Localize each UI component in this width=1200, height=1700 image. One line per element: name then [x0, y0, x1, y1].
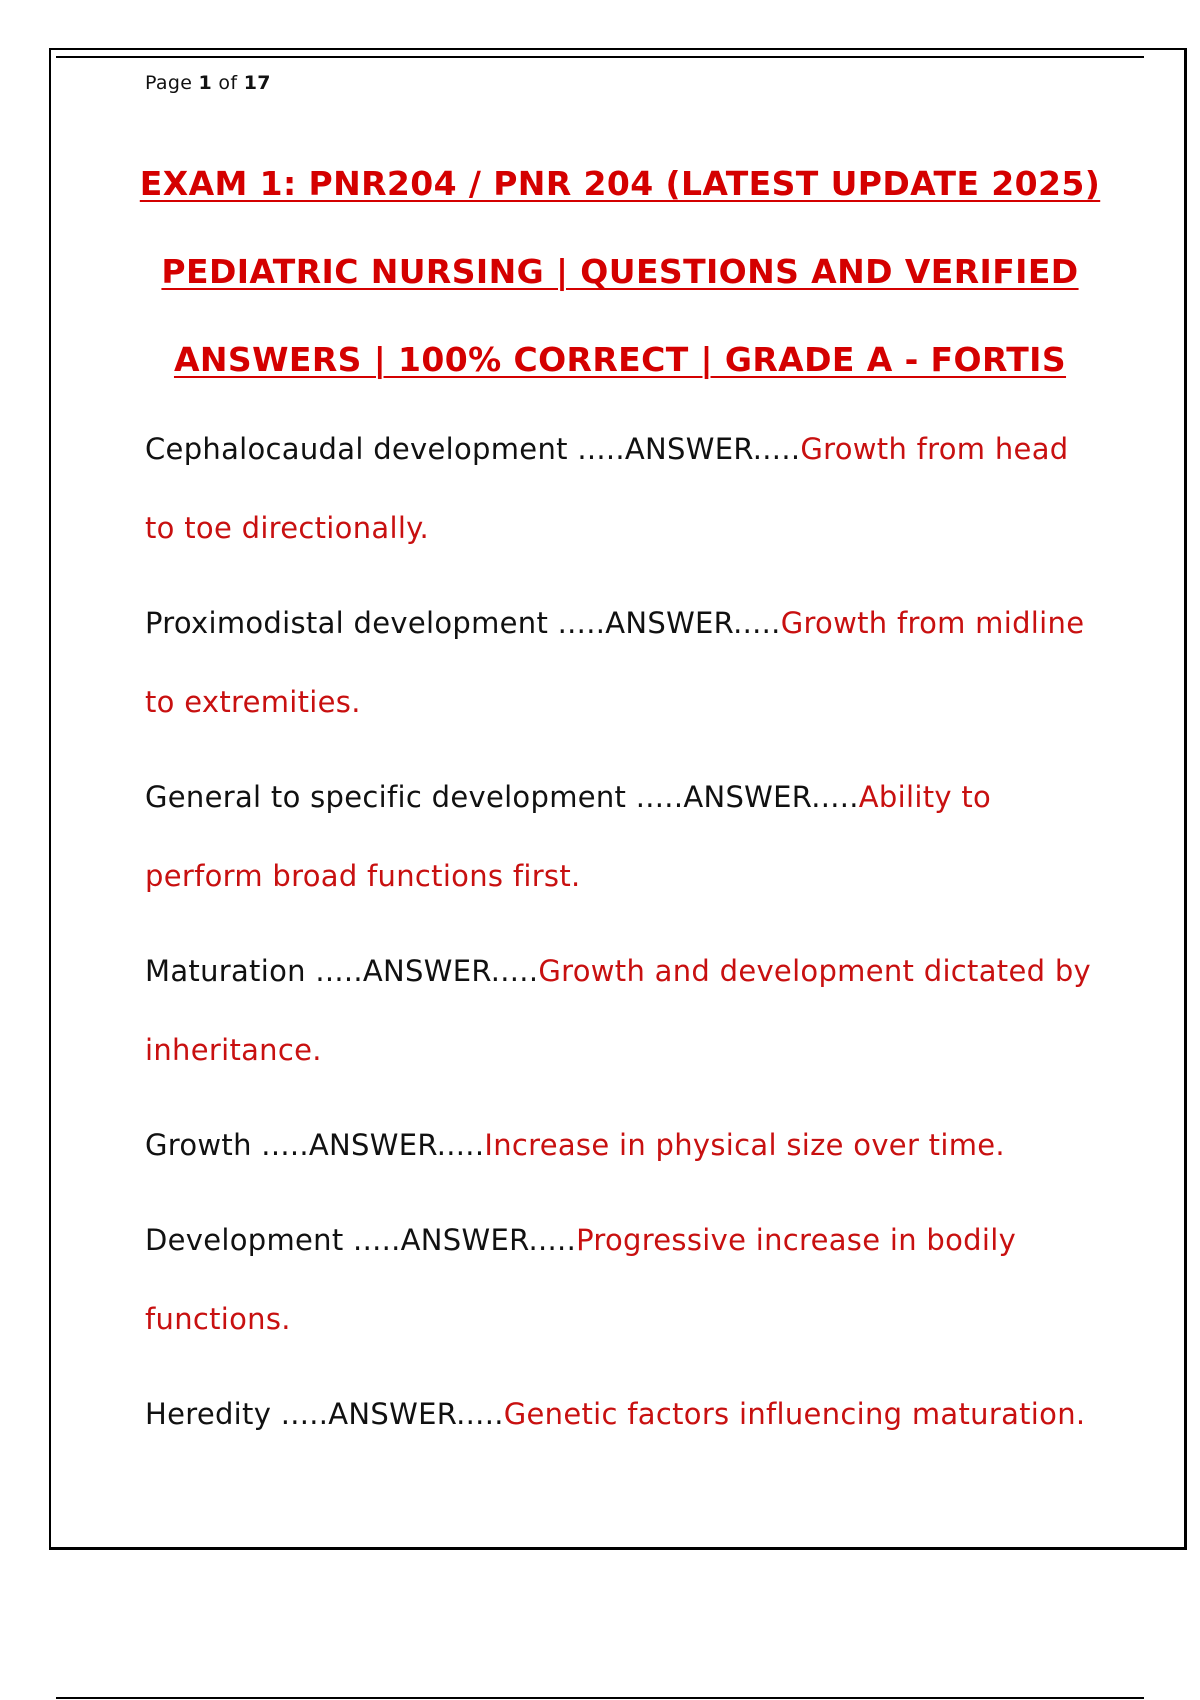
page-of-label: of — [218, 72, 238, 94]
qa-term: Growth — [145, 1128, 262, 1162]
qa-item — [145, 1201, 1105, 1359]
qa-answer: Genetic factors influencing maturation. — [503, 1397, 1086, 1431]
qa-term: Maturation — [145, 954, 316, 988]
page-total: 17 — [243, 72, 271, 94]
header-rule — [56, 56, 1144, 58]
page-number — [145, 72, 271, 94]
qa-answer: Growth from midline to extremities. — [145, 606, 1085, 719]
answer-separator: .....ANSWER..... — [280, 1397, 504, 1431]
qa-list — [145, 410, 1105, 1470]
answer-separator: .....ANSWER..... — [635, 780, 859, 814]
qa-term: General to specific development — [145, 780, 636, 814]
footer-rule — [56, 1697, 1144, 1699]
qa-answer: Growth from head to toe directionally. — [145, 432, 1069, 545]
answer-separator: .....ANSWER..... — [315, 954, 539, 988]
qa-term: Development — [145, 1223, 354, 1257]
page-label: Page — [145, 72, 193, 94]
answer-separator: .....ANSWER..... — [353, 1223, 577, 1257]
page-current: 1 — [198, 72, 213, 94]
document-title — [120, 140, 1120, 404]
qa-item — [145, 932, 1105, 1090]
answer-separator: .....ANSWER..... — [577, 432, 801, 466]
answer-separator: .....ANSWER..... — [557, 606, 781, 640]
qa-item — [145, 410, 1105, 568]
qa-item — [145, 1375, 1105, 1454]
qa-term: Cephalocaudal development — [145, 432, 578, 466]
qa-answer: Progressive increase in bodily functions. — [145, 1223, 1017, 1336]
qa-answer: Increase in physical size over time. — [484, 1128, 1005, 1162]
qa-item — [145, 1106, 1105, 1185]
qa-term: Proximodistal development — [145, 606, 558, 640]
qa-term: Heredity — [145, 1397, 281, 1431]
title-line-3: ANSWERS | 100% CORRECT | GRADE A - FORTIS — [173, 340, 1067, 379]
qa-answer: Growth and development dictated by inheritance. — [145, 954, 1092, 1067]
answer-separator: .....ANSWER..... — [261, 1128, 485, 1162]
qa-answer: Ability to perform broad functions first. — [145, 780, 992, 893]
title-line-1: EXAM 1: PNR204 / PNR 204 (LATEST UPDATE 2025) — [139, 164, 1101, 203]
qa-item — [145, 584, 1105, 742]
qa-item — [145, 758, 1105, 916]
title-line-2: PEDIATRIC NURSING | QUESTIONS AND VERIFIED — [161, 252, 1079, 291]
